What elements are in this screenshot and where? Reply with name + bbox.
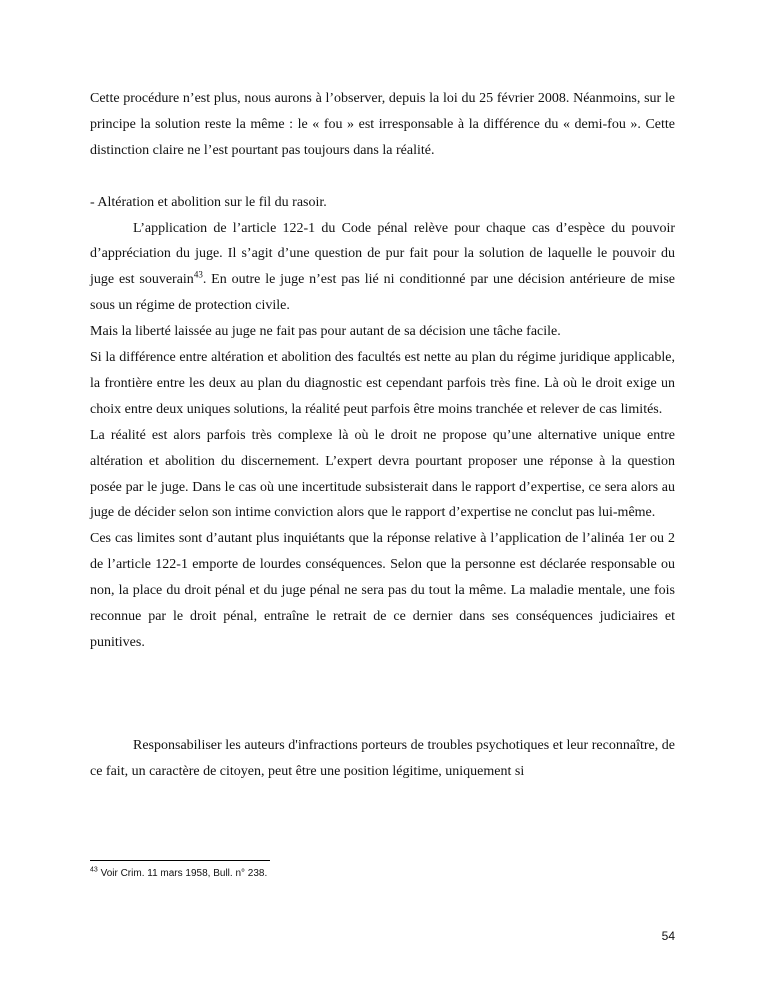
paragraph-text-before-note: L’application de l’article 122-1 du Code pénal relève pour chaque cas d’espèce du pouvoir d’appréciation du juge. Il s’agit d’une question de pur fait pour la solution de laquelle le pouvoir du juge est souverain (90, 220, 675, 288)
footnote-text: Voir Crim. 11 mars 1958, Bull. n° 238. (97, 868, 268, 879)
paragraph-responsabiliser: Responsabiliser les auteurs d'infractions porteurs de troubles psychotiques et leur reconnaître, de ce fait, un caractère de citoyen, peut être une position légitime, uniquement si (90, 737, 675, 779)
paragraph-liberte-juge: Mais la liberté laissée au juge ne fait pas pour autant de sa décision une tâche facile. (90, 324, 561, 340)
paragraph-cas-limites: Ces cas limites sont d’autant plus inquiétants que la réponse relative à l’application de l’alinéa 1er ou 2 de l’article 122-1 emporte de lourdes conséquences. Selon que la personne est déclarée responsable ou non, la place du droit pénal et du juge pénal ne sera pas du tout la même. La maladie mentale, une fois reconnue par le droit pénal, entraîne le retrait de ce dernier dans ses conséquences judiciaires et punitives. (90, 531, 675, 651)
section-gap (90, 656, 675, 733)
page-number: 54 (661, 929, 675, 943)
footnote-separator (90, 860, 270, 861)
paragraph-loi-2008: Cette procédure n’est plus, nous aurons à l’observer, depuis la loi du 25 février 2008. Néanmoins, sur le principe la solution reste la même : le « fou » est irresponsable à la différence du « demi-fou ». Cette distinction claire ne l’est pourtant pas toujours dans la réalité. (90, 91, 675, 158)
footnote-number: 43 (90, 866, 98, 874)
document-body (90, 86, 675, 785)
paragraph-article-122-1 (90, 216, 675, 320)
paragraph-realite: La réalité est alors parfois très complexe là où le droit ne propose qu’une alternative unique entre altération et abolition du discernement. L’expert devra pourtant proposer une réponse à la question posée par le juge. Dans le cas où une incertitude subsisterait dans le rapport d’expertise, ce sera alors au juge de décider selon son intime conviction alors que le rapport d’expertise ne conclut pas lui-même. (90, 427, 675, 521)
section-heading: - Altération et abolition sur le fil du rasoir. (90, 194, 327, 210)
footnote (90, 868, 267, 879)
paragraph-gap (90, 164, 675, 190)
paragraph-difference: Si la différence entre altération et abolition des facultés est nette au plan du régime juridique applicable, la frontière entre les deux au plan du diagnostic est cependant parfois très fine. Là où le droit exige un choix entre deux uniques solutions, la réalité peut parfois être moins tranchée et relever de cas limités. (90, 350, 675, 417)
paragraph-text-after-note: . En outre le juge n’est pas lié ni conditionné par une décision antérieure de mise sous un régime de protection civile. (90, 272, 675, 314)
footnote-reference[interactable]: 43 (193, 269, 203, 280)
